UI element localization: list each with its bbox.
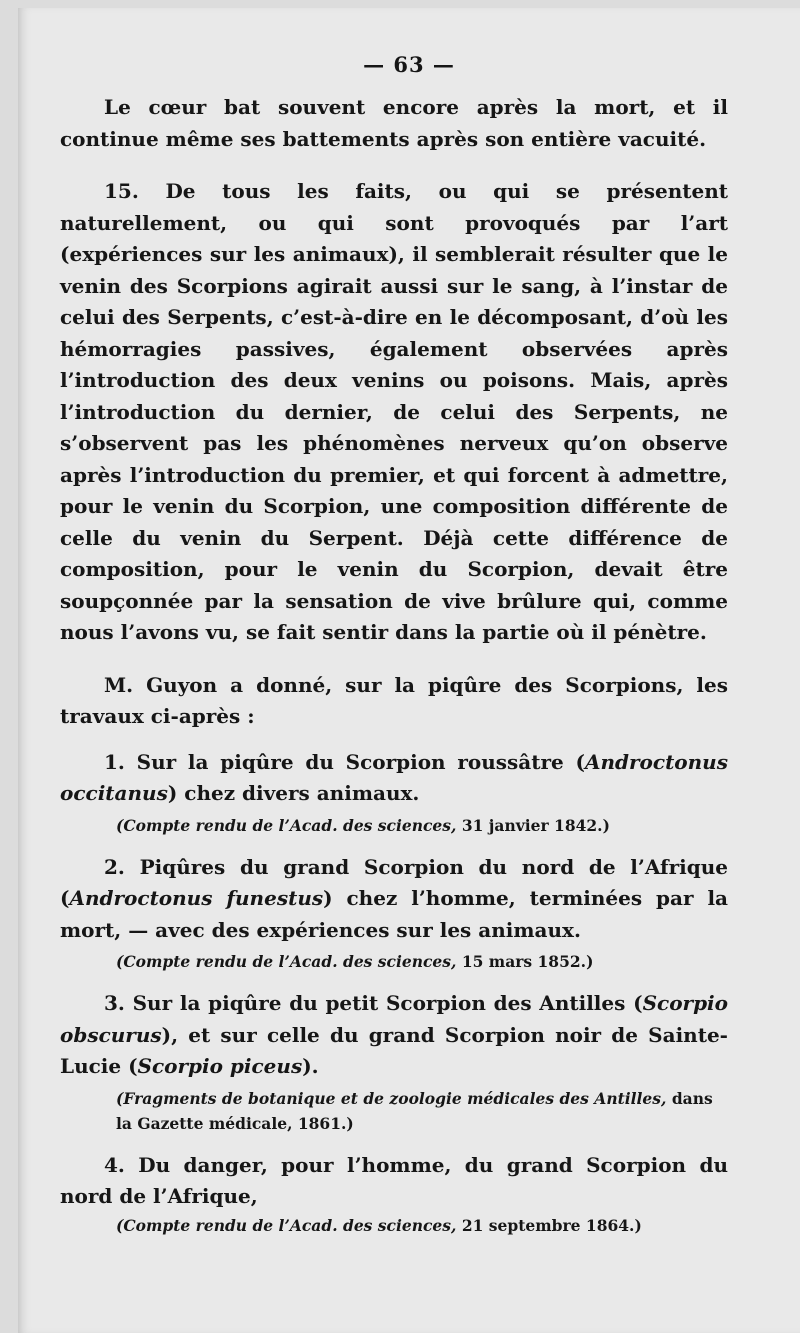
item-text-b: ) chez divers animaux. xyxy=(167,781,420,805)
item-3 xyxy=(60,988,728,1136)
paragraph-15-text: De tous les faits, ou qui se présentent naturellement, ou qui sont provoqués par l’art (expériences sur les animaux), il semblerait résulter que le venin des Scorpions agirait aussi sur le sang, à l’instar de celui des Serpents, c’est-à-dire en le décomposant, d’où les hémorragies passives, également observées après l’introduction des deux venins ou poisons. Mais, après l’introduction du dernier, de celui des Serpents, ne s’observent pas les phénomènes nerveux qu’on observe après l’introduction du premier, et qui forcent à admettre, pour le venin du Scorpion, une composition différente de celle du venin du Serpent. Déjà cette différence de composition, pour le venin du Scorpion, devait être soupçonnée par la sensation de vive brûlure qui, comme nous l’avons vu, se fait sentir dans la partie où il pénètre. xyxy=(60,179,728,644)
reference-source: (Fragments de botanique et de zoologie médicales des Antilles, xyxy=(116,1088,667,1108)
item-4 xyxy=(60,1150,728,1238)
item-text-a: Du danger, pour l’homme, du grand Scorpion du nord de l’Afrique, xyxy=(60,1152,728,1208)
item-reference xyxy=(60,1086,728,1136)
species-name: Androctonus funestus xyxy=(69,886,324,910)
item-text-c: ). xyxy=(302,1054,319,1078)
page-number: — 63 — xyxy=(363,52,455,77)
item-number: 3. xyxy=(104,991,125,1015)
book-page xyxy=(18,8,800,1333)
paragraph-15 xyxy=(60,176,728,649)
item-reference xyxy=(60,1213,728,1238)
reference-source: (Compte rendu de l’Acad. des sciences, xyxy=(116,815,457,835)
paragraph-guyon: M. Guyon a donné, sur la piqûre des Scorpions, les travaux ci-après : xyxy=(60,672,728,728)
item-text-b: ), et sur celle du grand Scorpion noir de Sainte-Lucie ( xyxy=(60,1022,728,1078)
item-number: 4. xyxy=(104,1152,125,1177)
item-text-a: Sur la piqûre du petit Scorpion des Antilles ( xyxy=(132,991,643,1015)
reference-date: 15 mars 1852.) xyxy=(461,952,594,971)
item-text-a: Sur la piqûre du Scorpion roussâtre ( xyxy=(136,749,585,774)
item-text-a: Piqûres du grand Scorpion du nord de l’Afrique ( xyxy=(60,854,728,910)
item-2 xyxy=(60,852,728,975)
item-text xyxy=(60,747,728,810)
item-reference xyxy=(60,813,728,838)
page-body xyxy=(60,92,728,1238)
item-text xyxy=(60,988,728,1083)
item-text-b: ) chez l’homme, terminées par la mort, — avec des expériences sur les animaux. xyxy=(60,886,728,942)
item-number: 1. xyxy=(104,749,125,774)
item-number: 2. xyxy=(104,854,125,879)
paragraph-number: 15. xyxy=(104,179,139,203)
reference-date: 21 septembre 1864.) xyxy=(461,1215,642,1235)
reference-source: (Compte rendu de l’Acad. des sciences, xyxy=(116,952,457,971)
item-text xyxy=(60,1150,728,1213)
species-name: Androctonus occitanus xyxy=(60,749,728,805)
item-1 xyxy=(60,747,728,838)
item-text xyxy=(60,852,728,947)
species-name-2: Scorpio piceus xyxy=(137,1054,303,1078)
reference-date: dans la Gazette médicale, 1861.) xyxy=(116,1088,713,1133)
species-name: Scorpio obscurus xyxy=(60,991,728,1047)
reference-source: (Compte rendu de l’Acad. des sciences, xyxy=(116,1215,457,1235)
item-reference xyxy=(60,949,728,974)
reference-date: 31 janvier 1842.) xyxy=(461,815,610,835)
paragraph-heart: Le cœur bat souvent encore après la mort, et il continue même ses battements après son entière vacuité. xyxy=(60,95,728,151)
